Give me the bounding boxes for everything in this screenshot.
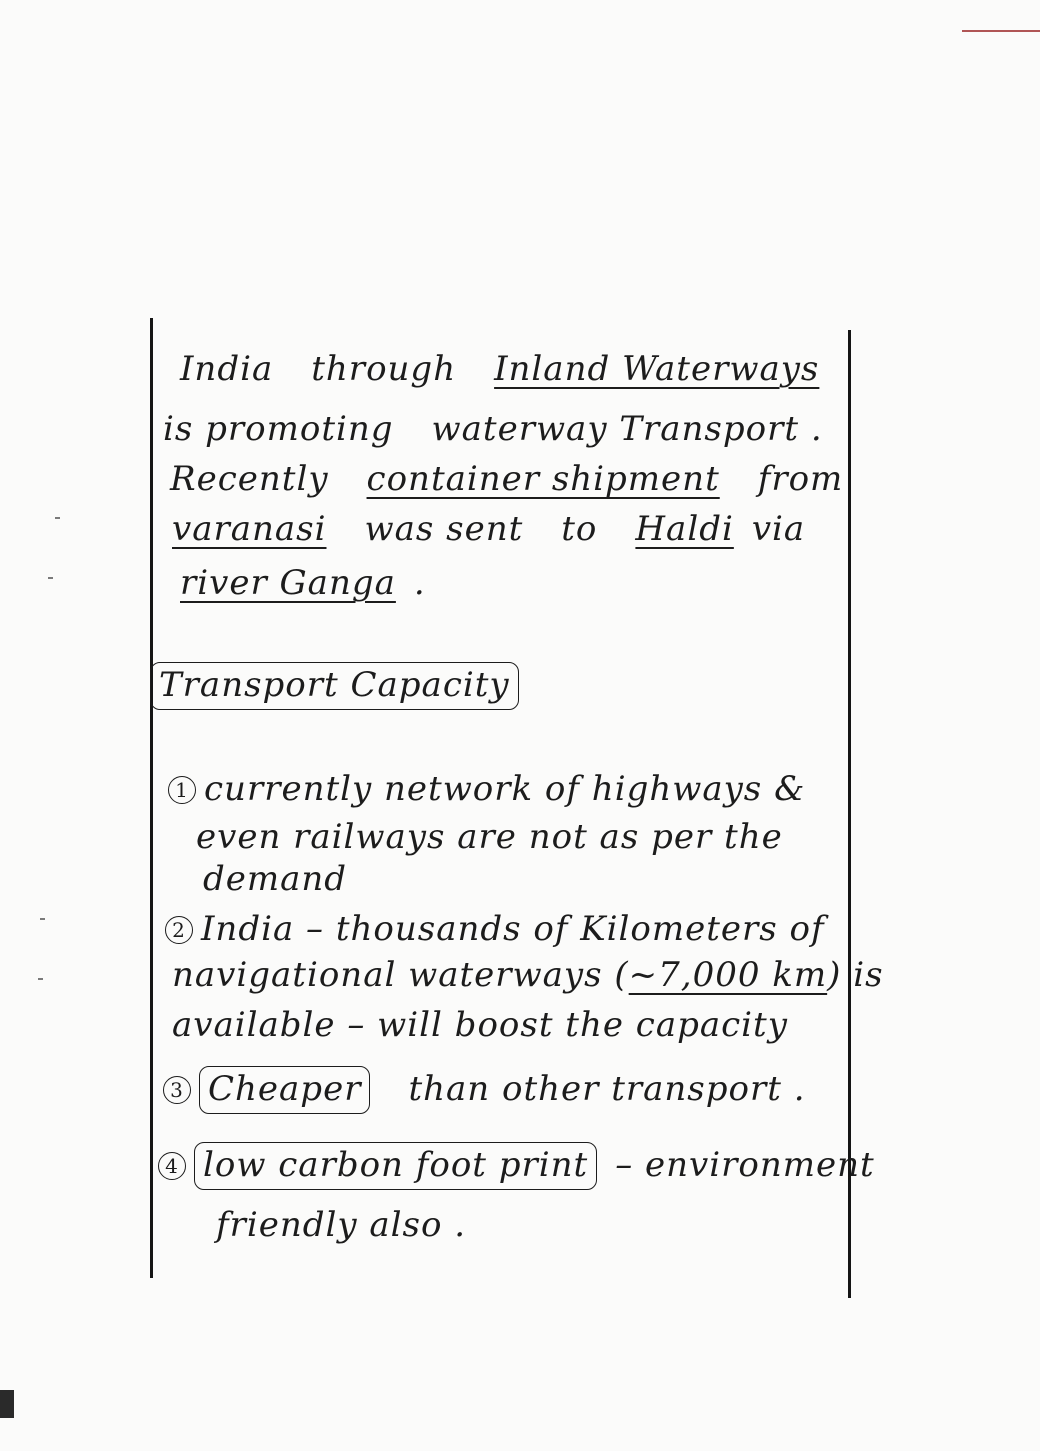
point-text: available – will boost the capacity: [172, 1005, 788, 1045]
point-1-line-3: [203, 859, 348, 899]
point-text: friendly also .: [216, 1205, 467, 1245]
intro-line-2: [163, 409, 823, 449]
scan-dot: [38, 978, 43, 980]
underlined-phrase: ~7,000 km: [628, 955, 828, 995]
boxed-phrase: Cheaper: [199, 1066, 370, 1114]
circled-number: 3: [163, 1076, 191, 1104]
word: waterway Transport .: [431, 409, 823, 449]
point-1-line-1: [168, 769, 806, 809]
point-text: India – thousands of Kilometers of: [201, 909, 825, 949]
scan-edge-mark: [962, 30, 1040, 32]
intro-line-5: [180, 563, 426, 603]
point-text: demand: [203, 859, 348, 899]
word: from: [757, 459, 844, 499]
underlined-phrase: varanasi: [172, 509, 327, 549]
intro-line-3: [170, 459, 844, 499]
point-text: even railways are not as per the: [196, 817, 783, 857]
word: via: [751, 509, 806, 549]
point-text: than other transport .: [408, 1069, 806, 1109]
scan-dot: [48, 577, 53, 579]
underlined-phrase: river Ganga: [180, 563, 396, 603]
point-text: navigational waterways (: [172, 955, 629, 995]
circled-number: 2: [165, 916, 193, 944]
point-text: ) is: [827, 955, 884, 995]
boxed-phrase: low carbon foot print: [194, 1142, 597, 1190]
underlined-phrase: Inland Waterways: [494, 349, 820, 389]
section-heading: [150, 665, 519, 705]
point-4-line-2: [216, 1205, 467, 1245]
intro-line-4: [172, 509, 806, 549]
point-4-line-1: [158, 1145, 875, 1185]
circled-number: 1: [168, 776, 196, 804]
scan-left-edge: [0, 1390, 14, 1418]
word: Recently: [170, 459, 329, 499]
scan-dot: [55, 517, 60, 519]
point-text: – environment: [615, 1145, 875, 1185]
underlined-phrase: Haldi: [635, 509, 734, 549]
circled-number: 4: [158, 1152, 186, 1180]
point-2-line-1: [165, 909, 825, 949]
boxed-heading: Transport Capacity: [150, 662, 519, 710]
underlined-phrase: container shipment: [366, 459, 720, 499]
point-2-line-2: [172, 955, 884, 995]
left-margin-line: [150, 318, 153, 1278]
point-2-line-3: [172, 1005, 788, 1045]
word: to: [561, 509, 598, 549]
word: .: [413, 563, 426, 603]
point-3-line-1: [163, 1069, 806, 1109]
point-text: currently network of highways &: [204, 769, 806, 809]
word: was sent: [364, 509, 524, 549]
point-1-line-2: [196, 817, 783, 857]
intro-line-1: [180, 349, 820, 389]
word: through: [311, 349, 457, 389]
scan-dot: [40, 918, 45, 920]
word: is promoting: [163, 409, 394, 449]
word: India: [180, 349, 274, 389]
